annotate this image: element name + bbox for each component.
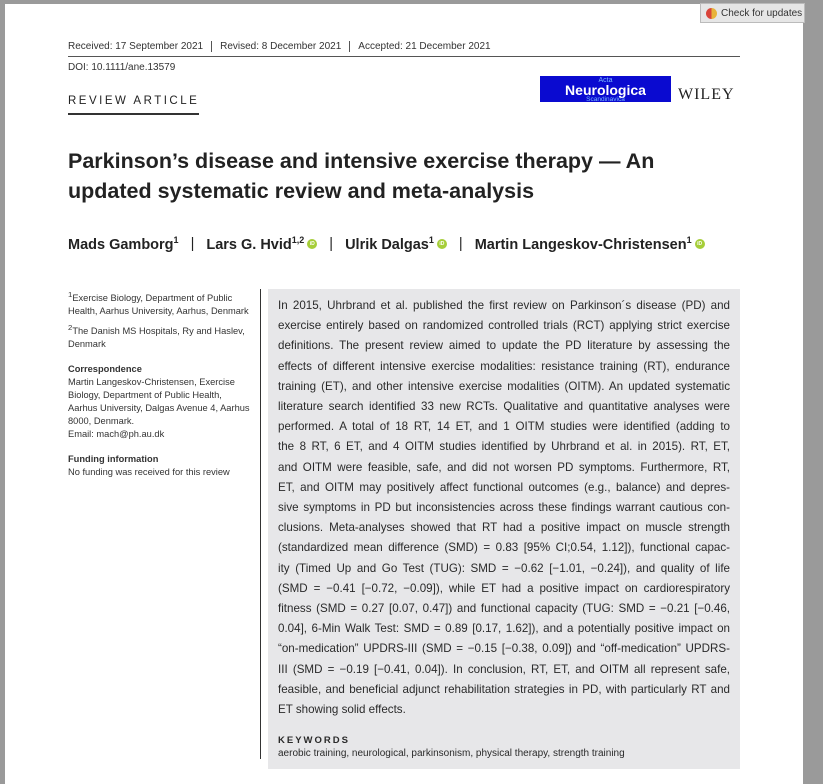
separator: | [458, 235, 463, 252]
abstract-line: “on-medication” UPDRS-III (SMD = −0.15 [−0.38, 0.09]) and “off-medication” UPDRS- [278, 642, 730, 656]
author-list [68, 235, 705, 253]
affiliation: $^2$The Danish MS Hospitals, Ry and Haslev, Denmark [68, 323, 245, 350]
abstract-line: In 2015, Uhrbrand et al. published the first review on Parkinson´s disease (PD) and [278, 299, 730, 312]
article-title: Parkinson’s disease and intensive exercise therapy — An updated systematic review and meta-analysis [68, 149, 655, 203]
abstract-line: III (SMD = −0.19 [−0.41, 0.04]). In conclusion, RT, ET, and OITM all represent safe, [278, 662, 730, 676]
received-date: Received: 17 September 2021 [68, 41, 204, 52]
funding-heading: Funding information [68, 454, 159, 465]
affiliations-sidebar [68, 288, 253, 479]
article-dates [68, 41, 740, 57]
funding-text: No funding was received for this review [68, 467, 230, 478]
orcid-icon[interactable]: iD [695, 239, 705, 249]
correspondence-email[interactable]: Email: mach@ph.au.dk [68, 429, 165, 440]
abstract-line: ET, and OITM may positively affect functional outcomes (e.g., balance) and depres- [278, 480, 730, 494]
abstract-line: exercise entirely based on randomized controlled trials (RCT) applying strict exercise [278, 319, 730, 333]
keywords-list: aerobic training, neurological, parkinsonism, physical therapy, strength training [278, 748, 625, 760]
abstract-box [268, 289, 740, 769]
orcid-icon[interactable]: iD [437, 239, 447, 249]
author[interactable]: Martin Langeskov-Christensen$^1$ [474, 235, 692, 253]
author[interactable]: Ulrik Dalgas$^1$ [345, 235, 434, 253]
abstract-line: literature search identified 33 new RCTs. Qualitative and quantitative analyses were [278, 400, 730, 414]
crossmark-icon [706, 8, 717, 19]
abstract-line: effects of different intensive exercise modalities: resistance training (RT), endurance [278, 359, 730, 373]
divider [260, 289, 261, 759]
correspondence-heading: Correspondence [68, 364, 142, 375]
abstract-line: (standardized mean difference (SMD) = 0.83 [95% CI;0.54, 1.12]), functional capac- [278, 541, 730, 555]
affiliation: $^1$Exercise Biology, Department of Public Health, Aarhus University, Aarhus, Denmark [68, 290, 249, 317]
abstract-text [278, 296, 730, 720]
abstract-line: 0.04], 6-Min Walk Test: SMD = 0.89 [0.17, 1.62]), and a potentially positive impact on [278, 622, 730, 636]
check-for-updates-button[interactable]: Check for updates [700, 3, 805, 23]
abstract-line: clusions. Meta-analyses showed that RT had a positive impact on muscle strength [278, 521, 730, 535]
keywords-heading: KEYWORDS [278, 735, 350, 747]
publisher-logo: WILEY [678, 86, 735, 103]
abstract-line: definitions. The present review aimed to update the PD literature by assessing the [278, 339, 730, 353]
article-type: REVIEW ARTICLE [68, 95, 199, 115]
abstract-line: ET showing solid effects. [278, 703, 406, 717]
abstract-line: the 8 RT, 6 ET, and 4 OITM studies identified by Uhrbrand et al. in 2015). RT, ET, [278, 440, 730, 454]
correspondence-text: Martin Langeskov-Christensen, Exercise Biology, Department of Public Health, Aarhus University, Dalgas Avenue 4, Aarhus 8000, Denmark. [68, 377, 250, 427]
abstract-line: training (ET), and other intensive exercise modalities (OITM). An updated systematic [278, 379, 730, 393]
revised-date: Revised: 8 December 2021 [211, 41, 349, 52]
journal-logo: Acta Neurologica Scandinavica [540, 76, 671, 102]
abstract-line: feasible, and beneficial adjunct rehabilitation strategies in PD, with particularly RT and [278, 682, 730, 696]
abstract-line: (SMD = −0.41 [−0.72, −0.09]), while ET had a positive impact on cardiorespiratory [278, 581, 730, 595]
author[interactable]: Lars G. Hvid$^{1,2}$ [206, 235, 305, 253]
abstract-line: and OITM were feasible, safe, and did not worsen PD symptoms. Furthermore, RT, [278, 460, 730, 474]
author[interactable]: Mads Gamborg$^1$ [68, 235, 179, 253]
accepted-date: Accepted: 21 December 2021 [349, 41, 498, 52]
doi[interactable]: DOI: 10.1111/ane.13579 [68, 62, 176, 73]
abstract-line: sive symptoms in PD but inconsistencies across these findings warrant cautious con- [278, 501, 730, 515]
separator: | [329, 235, 334, 252]
abstract-line: ity (Timed Up and Go Test (TUG): SMD = −0.62 [−1.01, −0.24]), and quality of life [278, 561, 730, 575]
abstract-line: fitness (SMD = 0.27 [0.07, 0.47]) and functional capacity (TUG: SMD = −0.21 [−0.46, [278, 602, 730, 616]
separator: | [190, 235, 195, 252]
abstract-line: performed. A total of 18 RT, 14 ET, and 1 OITM studies were identified (adding to [278, 420, 730, 434]
orcid-icon[interactable]: iD [307, 239, 317, 249]
